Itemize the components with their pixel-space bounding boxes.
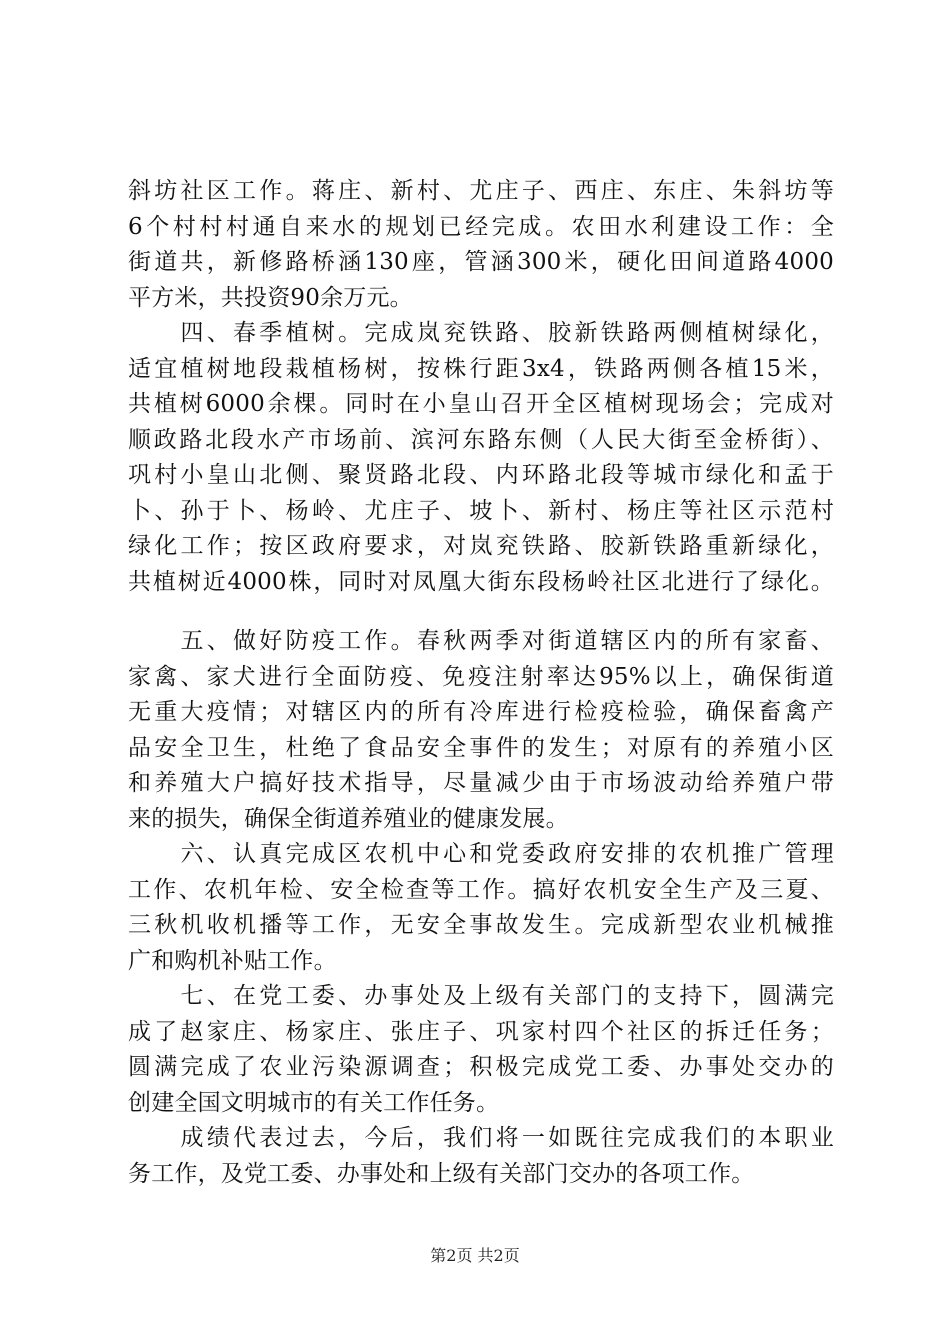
text-line: 六、认真完成区农机中心和党委政府安排的农机推广管理: [128, 841, 834, 867]
paragraph-epidemic-prevention: [128, 624, 834, 837]
paragraph-relocation-tasks: [128, 979, 834, 1121]
paragraph-conclusion: [128, 1121, 834, 1192]
page-number-footer: 第2页 共2页: [430, 1246, 520, 1265]
text-line: 适宜植树地段栽植杨树，按株行距3x4，铁路两侧各植15米，: [128, 355, 834, 382]
text-line: 卜、孙于卜、杨岭、尤庄子、坡卜、新村、杨庄等社区示范村: [128, 497, 834, 524]
text-line: 七、在党工委、办事处及上级有关部门的支持下，圆满完: [128, 983, 834, 1009]
text-line: 绿化工作；按区政府要求，对岚兖铁路、胶新铁路重新绿化，: [128, 533, 834, 559]
text-line: 创建全国文明城市的有关工作任务。: [128, 1089, 500, 1116]
paragraph-spring-planting: [128, 316, 834, 600]
text-line: 6个村村村通自来水的规划已经完成。农田水利建设工作：全: [128, 213, 834, 240]
text-line: 广和购机补贴工作。: [128, 947, 337, 974]
text-line: 家禽、家犬进行全面防疫、免疫注射率达95%以上，确保街道: [128, 663, 834, 690]
text-line: 无重大疫情；对辖区内的所有冷库进行检疫检验，确保畜禽产: [128, 699, 834, 725]
text-line: 和养殖大户搞好技术指导，尽量减少由于市场波动给养殖户带: [128, 770, 834, 796]
text-line: 四、春季植树。完成岚兖铁路、胶新铁路两侧植树绿化，: [128, 320, 834, 346]
paragraph-gap: [128, 600, 834, 624]
text-line: 品安全卫生，杜绝了食品安全事件的发生；对原有的养殖小区: [128, 734, 834, 761]
text-line: 来的损失，确保全街道养殖业的健康发展。: [128, 805, 569, 832]
text-line: 成了赵家庄、杨家庄、张庄子、巩家村四个社区的拆迁任务；: [128, 1018, 834, 1045]
text-line: 圆满完成了农业污染源调查；积极完成党工委、办事处交办的: [128, 1054, 834, 1080]
text-line: 务工作，及党工委、办事处和上级有关部门交办的各项工作。: [128, 1160, 755, 1187]
text-line: 平方米，共投资90余万元。: [128, 284, 413, 311]
text-line: 顺政路北段水产市场前、滨河东路东侧（人民大街至金桥街）、: [128, 426, 834, 453]
text-line: 斜坊社区工作。蒋庄、新村、尤庄子、西庄、东庄、朱斜坊等: [128, 178, 834, 204]
paragraph-agricultural-machinery: [128, 837, 834, 979]
text-line: 成绩代表过去，今后，我们将一如既往完成我们的本职业: [128, 1125, 834, 1151]
text-line: 共植树近4000株，同时对凤凰大街东段杨岭社区北进行了绿化。: [128, 568, 834, 595]
text-line: 三秋机收机播等工作，无安全事故发生。完成新型农业机械推: [128, 912, 834, 938]
document-body: [128, 174, 834, 1192]
text-line: 工作、农机年检、安全检查等工作。搞好农机安全生产及三夏、: [128, 876, 834, 903]
text-line: 五、做好防疫工作。春秋两季对街道辖区内的所有家畜、: [128, 628, 834, 654]
text-line: 共植树6000余棵。同时在小皇山召开全区植树现场会；完成对: [128, 391, 834, 417]
text-line: 巩村小皇山北侧、聚贤路北段、内环路北段等城市绿化和孟于: [128, 462, 834, 488]
paragraph-water-works: [128, 174, 834, 316]
text-line: 街道共，新修路桥涵130座，管涵300米，硬化田间道路4000: [128, 249, 834, 275]
